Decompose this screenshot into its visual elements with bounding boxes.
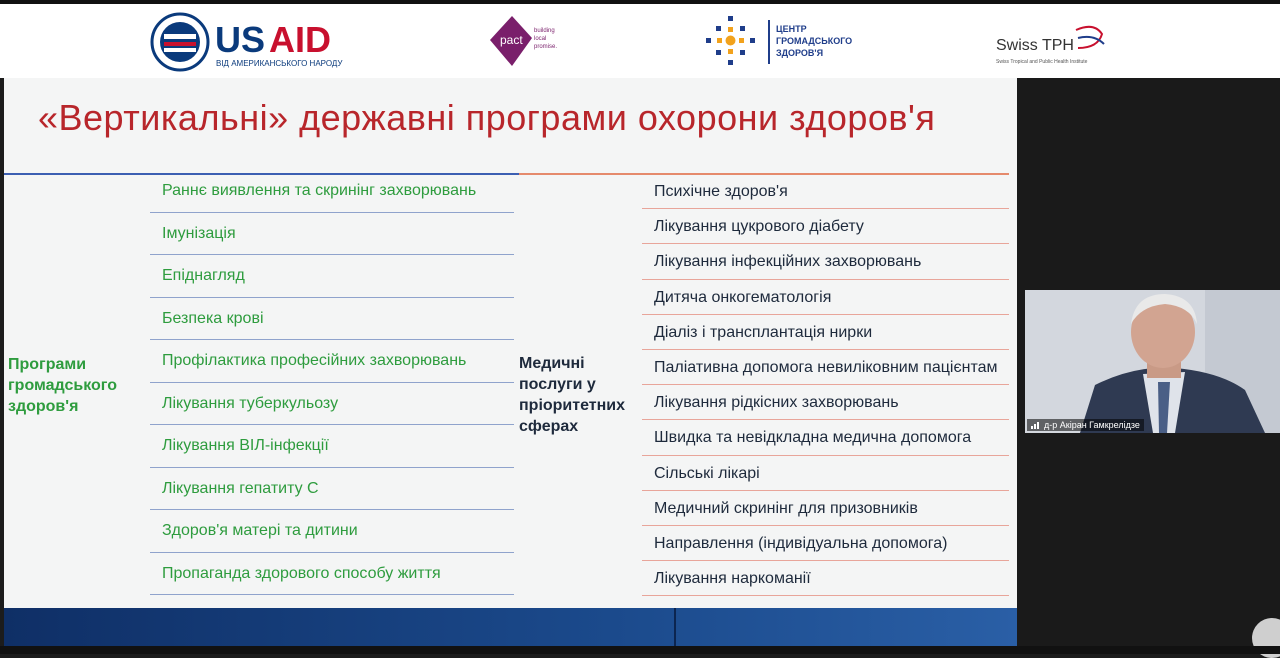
public-health-center-logo bbox=[704, 14, 864, 70]
speaker-name-label bbox=[1027, 419, 1144, 431]
center-line-1: ЦЕНТР bbox=[776, 24, 807, 34]
pact-logo bbox=[488, 14, 568, 68]
list-item: Епіднагляд bbox=[150, 255, 514, 298]
center-line-2: ГРОМАДСЬКОГО bbox=[776, 36, 853, 46]
swiss-tph-logo bbox=[994, 18, 1124, 68]
speaker-name: д-р Акіран Гамкрелідзе bbox=[1044, 420, 1140, 430]
swiss-tagline: Swiss Tropical and Public Health Institute bbox=[996, 59, 1088, 65]
public-health-programs-list bbox=[150, 170, 514, 595]
priority-medical-services-list bbox=[642, 174, 1009, 596]
participant-video-tile[interactable] bbox=[1025, 290, 1280, 433]
bottom-strip bbox=[0, 646, 1280, 654]
signal-strength-icon bbox=[1031, 421, 1041, 429]
list-item: Сільські лікарі bbox=[642, 456, 1009, 491]
svg-text:AID: AID bbox=[269, 19, 331, 60]
list-item: Лікування ВІЛ-інфекції bbox=[150, 425, 514, 468]
svg-text:US: US bbox=[215, 19, 266, 60]
usaid-tagline: ВІД АМЕРИКАНСЬКОГО НАРОДУ bbox=[216, 59, 343, 68]
list-item: Лікування гепатиту С bbox=[150, 468, 514, 511]
priority-medical-services-label: Медичні послуги у пріоритетних сферах bbox=[519, 355, 626, 435]
center-line-3: ЗДОРОВ'Я bbox=[776, 48, 824, 58]
pact-name: pact bbox=[500, 33, 523, 47]
list-item: Діаліз і трансплантація нирки bbox=[642, 315, 1009, 350]
list-item: Медичний скринінг для призовників bbox=[642, 491, 1009, 526]
list-item: Раннє виявлення та скринінг захворювань bbox=[150, 170, 514, 213]
slide-title: «Вертикальні» державні програми охорони здоров'я bbox=[38, 97, 936, 138]
swiss-name: Swiss TPH bbox=[996, 37, 1074, 54]
list-item: Лікування наркоманії bbox=[642, 561, 1009, 596]
list-item: Пропаганда здорового способу життя bbox=[150, 553, 514, 596]
list-item: Направлення (індивідуальна допомога) bbox=[642, 526, 1009, 561]
list-item: Лікування рідкісних захворювань bbox=[642, 385, 1009, 420]
list-item: Лікування туберкульозу bbox=[150, 383, 514, 426]
pact-tagline-3: promise. bbox=[534, 44, 558, 50]
list-item: Безпека крові bbox=[150, 298, 514, 341]
list-item: Здоров'я матері та дитини bbox=[150, 510, 514, 553]
public-health-programs-label: Програми громадського здоров'я bbox=[8, 356, 117, 415]
list-item: Дитяча онкогематологія bbox=[642, 280, 1009, 315]
list-item: Лікування цукрового діабету bbox=[642, 209, 1009, 244]
pact-tagline-1: building bbox=[534, 28, 555, 34]
logo-bar bbox=[0, 4, 1280, 78]
speaker-video bbox=[1025, 290, 1280, 433]
usaid-logo bbox=[150, 12, 350, 72]
list-item: Психічне здоров'я bbox=[642, 174, 1009, 209]
list-item: Лікування інфекційних захворювань bbox=[642, 244, 1009, 279]
list-item: Профілактика професійних захворювань bbox=[150, 340, 514, 383]
list-item: Швидка та невідкладна медична допомога bbox=[642, 420, 1009, 455]
pact-tagline-2: local bbox=[534, 36, 547, 42]
presentation-slide bbox=[4, 78, 1017, 646]
list-item: Паліативна допомога невиліковним пацієнтам bbox=[642, 350, 1009, 385]
slide-footer-band bbox=[4, 608, 1017, 646]
list-item: Імунізація bbox=[150, 213, 514, 256]
